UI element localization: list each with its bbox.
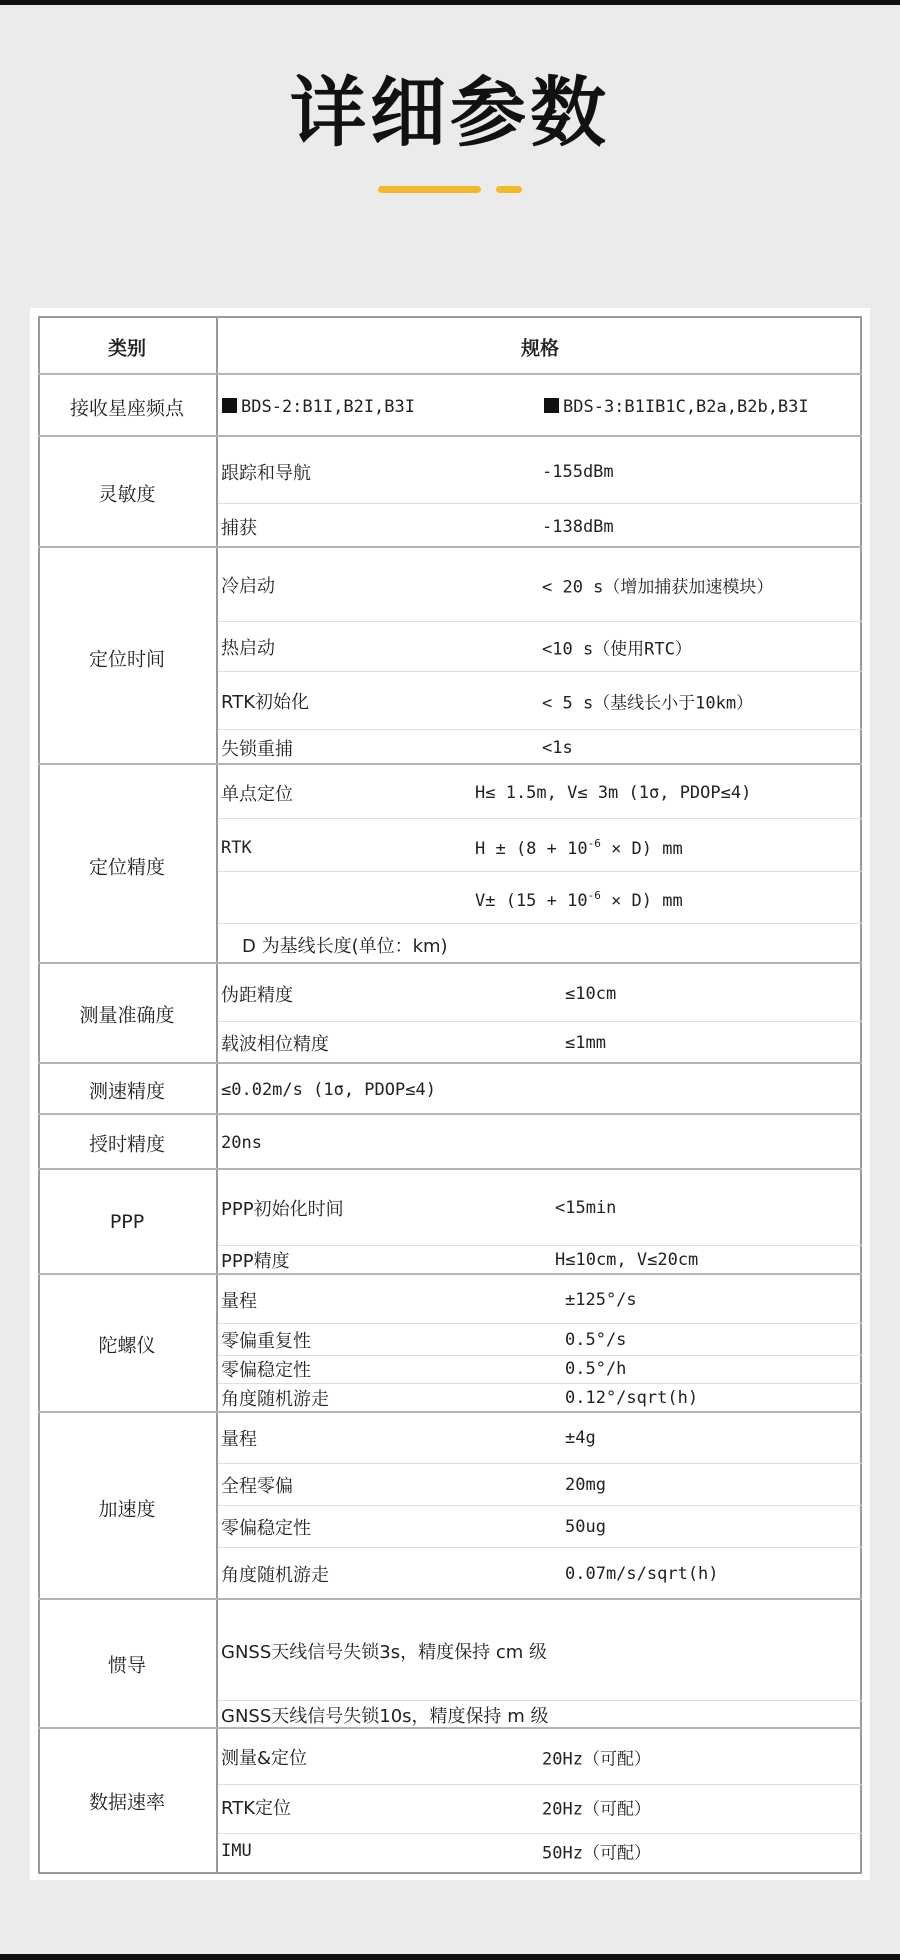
fix-time-label: 失锁重捕 — [221, 739, 293, 760]
column-divider — [216, 316, 218, 1874]
accel-value: ±4g — [565, 1428, 596, 1448]
bds3-value — [544, 397, 809, 417]
row-divider — [218, 1323, 862, 1324]
ins-value: GNSS天线信号失锁3s，精度保持 cm 级 — [221, 1642, 547, 1663]
row-divider — [218, 1383, 862, 1384]
rtk-v-exponent: -6 — [587, 889, 601, 903]
rtk-label: RTK — [221, 838, 252, 858]
measurement-category: 测量准确度 — [79, 1004, 175, 1027]
gyro-value: 0.5°/h — [565, 1359, 627, 1379]
row-divider — [218, 621, 862, 622]
ins-category: 惯导 — [107, 1654, 146, 1677]
ppp-value: <15min — [555, 1198, 617, 1218]
title-underline-long — [378, 186, 481, 193]
accel-label: 角度随机游走 — [221, 1565, 329, 1586]
fix-time-label: 冷启动 — [221, 576, 275, 597]
data-rate-category: 数据速率 — [88, 1791, 165, 1814]
row-divider — [218, 923, 862, 924]
bds3-text: BDS-3:B1IB1C,B2a,B2b,B3I — [563, 397, 809, 417]
ppp-value: H≤10cm, V≤20cm — [555, 1250, 699, 1270]
section-divider — [38, 962, 862, 964]
rtk-v-value — [475, 889, 683, 911]
row-divider — [218, 1547, 862, 1548]
rtk-v-part-b: × D) mm — [600, 890, 683, 911]
sensitivity-label: 捕获 — [221, 518, 257, 539]
accel-category: 加速度 — [98, 1498, 156, 1521]
accel-label: 零偏稳定性 — [221, 1518, 311, 1539]
bds2-text: BDS-2:B1I,B2I,B3I — [241, 397, 415, 417]
square-bullet-icon — [544, 398, 559, 413]
ppp-label: PPP初始化时间 — [221, 1199, 344, 1220]
bds2-value — [222, 397, 415, 417]
gyro-value: ±125°/s — [565, 1290, 637, 1310]
square-bullet-icon — [222, 398, 237, 413]
data-rate-label: RTK定位 — [221, 1798, 291, 1819]
rtk-h-value — [475, 837, 683, 859]
measurement-value: ≤10cm — [565, 984, 617, 1004]
section-divider — [38, 763, 862, 765]
top-border — [0, 0, 900, 5]
sensitivity-category: 灵敏度 — [98, 483, 156, 506]
header-spec: 规格 — [520, 337, 559, 360]
section-divider — [38, 1598, 862, 1600]
fix-time-label: 热启动 — [221, 638, 275, 659]
sensitivity-value: -155dBm — [542, 462, 614, 482]
data-rate-label: 测量&定位 — [221, 1748, 308, 1769]
section-divider — [38, 1411, 862, 1413]
fix-time-label: RTK初始化 — [221, 692, 309, 713]
row-divider — [218, 1355, 862, 1356]
title-underline-short — [496, 186, 522, 193]
rtk-h-part-b: × D) mm — [600, 838, 683, 859]
section-divider — [38, 1168, 862, 1170]
section-divider — [38, 1273, 862, 1275]
gyro-label: 量程 — [221, 1291, 257, 1312]
section-divider — [38, 1113, 862, 1115]
fix-time-value: < 20 s（增加捕获加速模块） — [542, 577, 774, 598]
measurement-label: 伪距精度 — [221, 985, 293, 1006]
accel-value: 0.07m/s/sqrt(h) — [565, 1564, 719, 1584]
measurement-label: 载波相位精度 — [221, 1034, 329, 1055]
gyro-value: 0.12°/sqrt(h) — [565, 1388, 699, 1408]
bottom-border — [0, 1954, 900, 1960]
gyro-label: 角度随机游走 — [221, 1389, 329, 1410]
row-divider — [218, 729, 862, 730]
section-divider — [38, 373, 862, 375]
fix-accuracy-category: 定位精度 — [88, 856, 165, 879]
row-divider — [218, 1833, 862, 1834]
timing-value: 20ns — [221, 1133, 262, 1153]
row-divider — [218, 818, 862, 819]
rtk-v-part-a: V± (15 + 10 — [475, 890, 588, 911]
ppp-category: PPP — [109, 1211, 145, 1233]
single-point-label: 单点定位 — [221, 784, 293, 805]
page-title: 详细参数 — [290, 68, 610, 157]
accel-value: 20mg — [565, 1475, 606, 1495]
fix-time-value: < 5 s（基线长小于10km） — [542, 693, 754, 714]
data-rate-value: 20Hz（可配） — [542, 1799, 651, 1820]
rtk-h-exponent: -6 — [587, 837, 601, 851]
timing-category: 授时精度 — [88, 1133, 165, 1156]
row-divider — [218, 1505, 862, 1506]
row-divider — [218, 871, 862, 872]
ins-value: GNSS天线信号失锁10s，精度保持 m 级 — [221, 1706, 549, 1727]
single-point-value: H≤ 1.5m, V≤ 3m (1σ, PDOP≤4) — [475, 783, 752, 803]
row-divider — [218, 671, 862, 672]
fix-time-value: <10 s（使用RTC） — [542, 639, 692, 660]
gyro-value: 0.5°/s — [565, 1330, 627, 1350]
header-category: 类别 — [107, 337, 146, 360]
fix-time-category: 定位时间 — [88, 648, 165, 671]
row-divider — [218, 1784, 862, 1785]
gyro-label: 零偏稳定性 — [221, 1360, 311, 1381]
measurement-value: ≤1mm — [565, 1033, 606, 1053]
data-rate-label: IMU — [221, 1841, 252, 1861]
section-divider — [38, 435, 862, 437]
sensitivity-label: 跟踪和导航 — [221, 463, 311, 484]
sensitivity-value: -138dBm — [542, 517, 614, 537]
velocity-value: ≤0.02m/s (1σ, PDOP≤4) — [221, 1080, 436, 1100]
fix-time-value: <1s — [542, 738, 573, 758]
section-divider — [38, 1062, 862, 1064]
gyro-category: 陀螺仪 — [98, 1334, 156, 1357]
accel-label: 全程零偏 — [221, 1476, 293, 1497]
row-divider — [218, 503, 862, 504]
section-divider — [38, 546, 862, 548]
ppp-label: PPP精度 — [221, 1251, 290, 1272]
accel-value: 50ug — [565, 1517, 606, 1537]
data-rate-value: 20Hz（可配） — [542, 1749, 651, 1770]
data-rate-value: 50Hz（可配） — [542, 1843, 651, 1864]
gyro-label: 零偏重复性 — [221, 1331, 311, 1352]
row-divider — [218, 1021, 862, 1022]
receiver-category: 接收星座频点 — [69, 397, 184, 420]
rtk-h-part-a: H ± (8 + 10 — [475, 838, 588, 859]
row-divider — [218, 1700, 862, 1701]
velocity-category: 测速精度 — [88, 1080, 165, 1103]
row-divider — [218, 1245, 862, 1246]
row-divider — [218, 1463, 862, 1464]
accel-label: 量程 — [221, 1429, 257, 1450]
baseline-note: D 为基线长度(单位：km) — [242, 936, 448, 957]
